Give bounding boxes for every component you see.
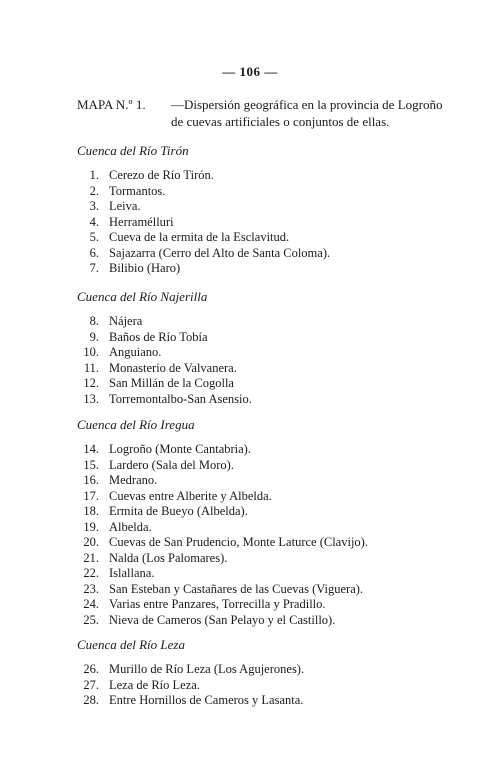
entry-number: 24. (83, 597, 99, 611)
entry-number: 4. (89, 214, 99, 229)
list-item (77, 458, 457, 474)
entry-number: 17. (83, 488, 99, 503)
entry-text: San Millán de la Cogolla (109, 376, 234, 390)
list-item (77, 504, 457, 520)
entry-number: 26. (83, 662, 99, 676)
list-item (77, 662, 457, 678)
entry-list-rio-najerilla (77, 314, 457, 407)
entry-text: Albelda. (109, 519, 152, 534)
entry-number: 16. (83, 473, 99, 487)
list-item (77, 535, 457, 551)
entry-list-rio-iregua (77, 442, 457, 628)
section-rio-najerilla (77, 289, 457, 407)
entry-text: Sajazarra (Cerro del Alto de Santa Coloma). (109, 245, 331, 260)
entry-number: 22. (83, 566, 99, 580)
entry-number: 21. (83, 550, 99, 565)
section-title-rio-tiron: Cuenca del Río Tirón (77, 143, 189, 158)
entry-number: 14. (83, 442, 99, 456)
list-item (77, 489, 457, 505)
list-item (77, 246, 457, 262)
section-rio-leza (77, 637, 457, 709)
caption-label: MAPA N.º 1. (77, 97, 146, 112)
entry-text: Logroño (Monte Cantabria). (109, 442, 251, 456)
entry-text: Herramélluri (109, 214, 174, 229)
entry-number: 27. (83, 677, 99, 692)
list-item (77, 215, 457, 231)
section-title-rio-leza: Cuenca del Río Leza (77, 637, 185, 652)
entry-number: 8. (89, 314, 99, 328)
list-item (77, 392, 457, 408)
section-rio-iregua (77, 417, 457, 628)
entry-text: Torremontalbo-San Asensio. (109, 391, 252, 406)
entry-text: Tormantos. (109, 183, 166, 198)
entry-text: Entre Hornillos de Cameros y Lasanta. (109, 693, 304, 707)
list-item (77, 314, 457, 330)
list-item (77, 184, 457, 200)
entry-number: 10. (83, 345, 99, 359)
entry-number: 3. (89, 199, 99, 213)
entry-text: Leiva. (109, 199, 141, 213)
list-item (77, 551, 457, 567)
page-number: — 106 — (222, 64, 278, 79)
list-item (77, 613, 457, 629)
entry-text: Lardero (Sala del Moro). (109, 457, 234, 472)
entry-number: 18. (83, 504, 99, 518)
entry-number: 12. (83, 376, 99, 390)
list-item (77, 597, 457, 613)
list-item (77, 230, 457, 246)
entry-list-rio-tiron (77, 168, 457, 277)
entry-list-rio-leza (77, 662, 457, 709)
section-rio-tiron (77, 143, 457, 277)
entry-number: 20. (83, 535, 99, 549)
entry-number: 1. (89, 168, 99, 182)
list-item (77, 168, 457, 184)
section-title-rio-iregua: Cuenca del Río Iregua (77, 417, 195, 432)
list-item (77, 330, 457, 346)
entry-text: Nieva de Cameros (San Pelayo y el Castillo). (109, 612, 336, 627)
list-item (77, 520, 457, 536)
entry-text: Bilibio (Haro) (109, 261, 181, 275)
entry-number: 7. (89, 261, 99, 275)
entry-text: Nalda (Los Palomares). (109, 550, 228, 565)
entry-number: 11. (83, 360, 99, 375)
section-title-rio-najerilla: Cuenca del Río Najerilla (77, 289, 208, 304)
entry-text: Leza de Río Leza. (109, 677, 200, 692)
list-item (77, 361, 457, 377)
entry-number: 15. (83, 457, 99, 472)
entry-text: Islallana. (109, 566, 155, 580)
list-item (77, 473, 457, 489)
list-item (77, 345, 457, 361)
caption-text: —Dispersión geográfica en la provincia de Logroño de cuevas artificiales o conjuntos de ellas. (171, 97, 443, 129)
entry-text: Baños de Río Tobía (109, 329, 208, 344)
entry-number: 6. (89, 245, 99, 260)
entry-number: 13. (83, 391, 99, 406)
entry-number: 28. (83, 693, 99, 707)
list-item (77, 566, 457, 582)
entry-text: Cerezo de Río Tirón. (109, 168, 214, 182)
entry-text: San Esteban y Castañares de las Cuevas (Viguera). (109, 581, 364, 596)
entry-number: 2. (89, 183, 99, 198)
entry-number: 25. (83, 612, 99, 627)
list-item (77, 582, 457, 598)
entry-text: Nájera (109, 314, 143, 328)
entry-text: Murillo de Río Leza (Los Agujerones). (109, 662, 305, 676)
list-item (77, 199, 457, 215)
entry-number: 5. (89, 230, 99, 244)
entry-text: Cueva de la ermita de la Esclavitud. (109, 230, 290, 244)
entry-text: Cuevas de San Prudencio, Monte Laturce (Clavijo). (109, 535, 368, 549)
entry-text: Cuevas entre Alberite y Albelda. (109, 488, 272, 503)
entry-text: Varias entre Panzares, Torrecilla y Pradillo. (109, 597, 326, 611)
entry-text: Ermita de Bueyo (Albelda). (109, 504, 248, 518)
entry-text: Monasterio de Valvanera. (109, 360, 237, 375)
list-item (77, 693, 457, 709)
entry-text: Anguiano. (109, 345, 162, 359)
map-caption (77, 96, 447, 130)
list-item (77, 442, 457, 458)
list-item (77, 678, 457, 694)
entry-text: Medrano. (109, 473, 158, 487)
list-item (77, 376, 457, 392)
entry-number: 23. (83, 581, 99, 596)
entry-number: 9. (89, 329, 99, 344)
entry-number: 19. (83, 519, 99, 534)
list-item (77, 261, 457, 277)
